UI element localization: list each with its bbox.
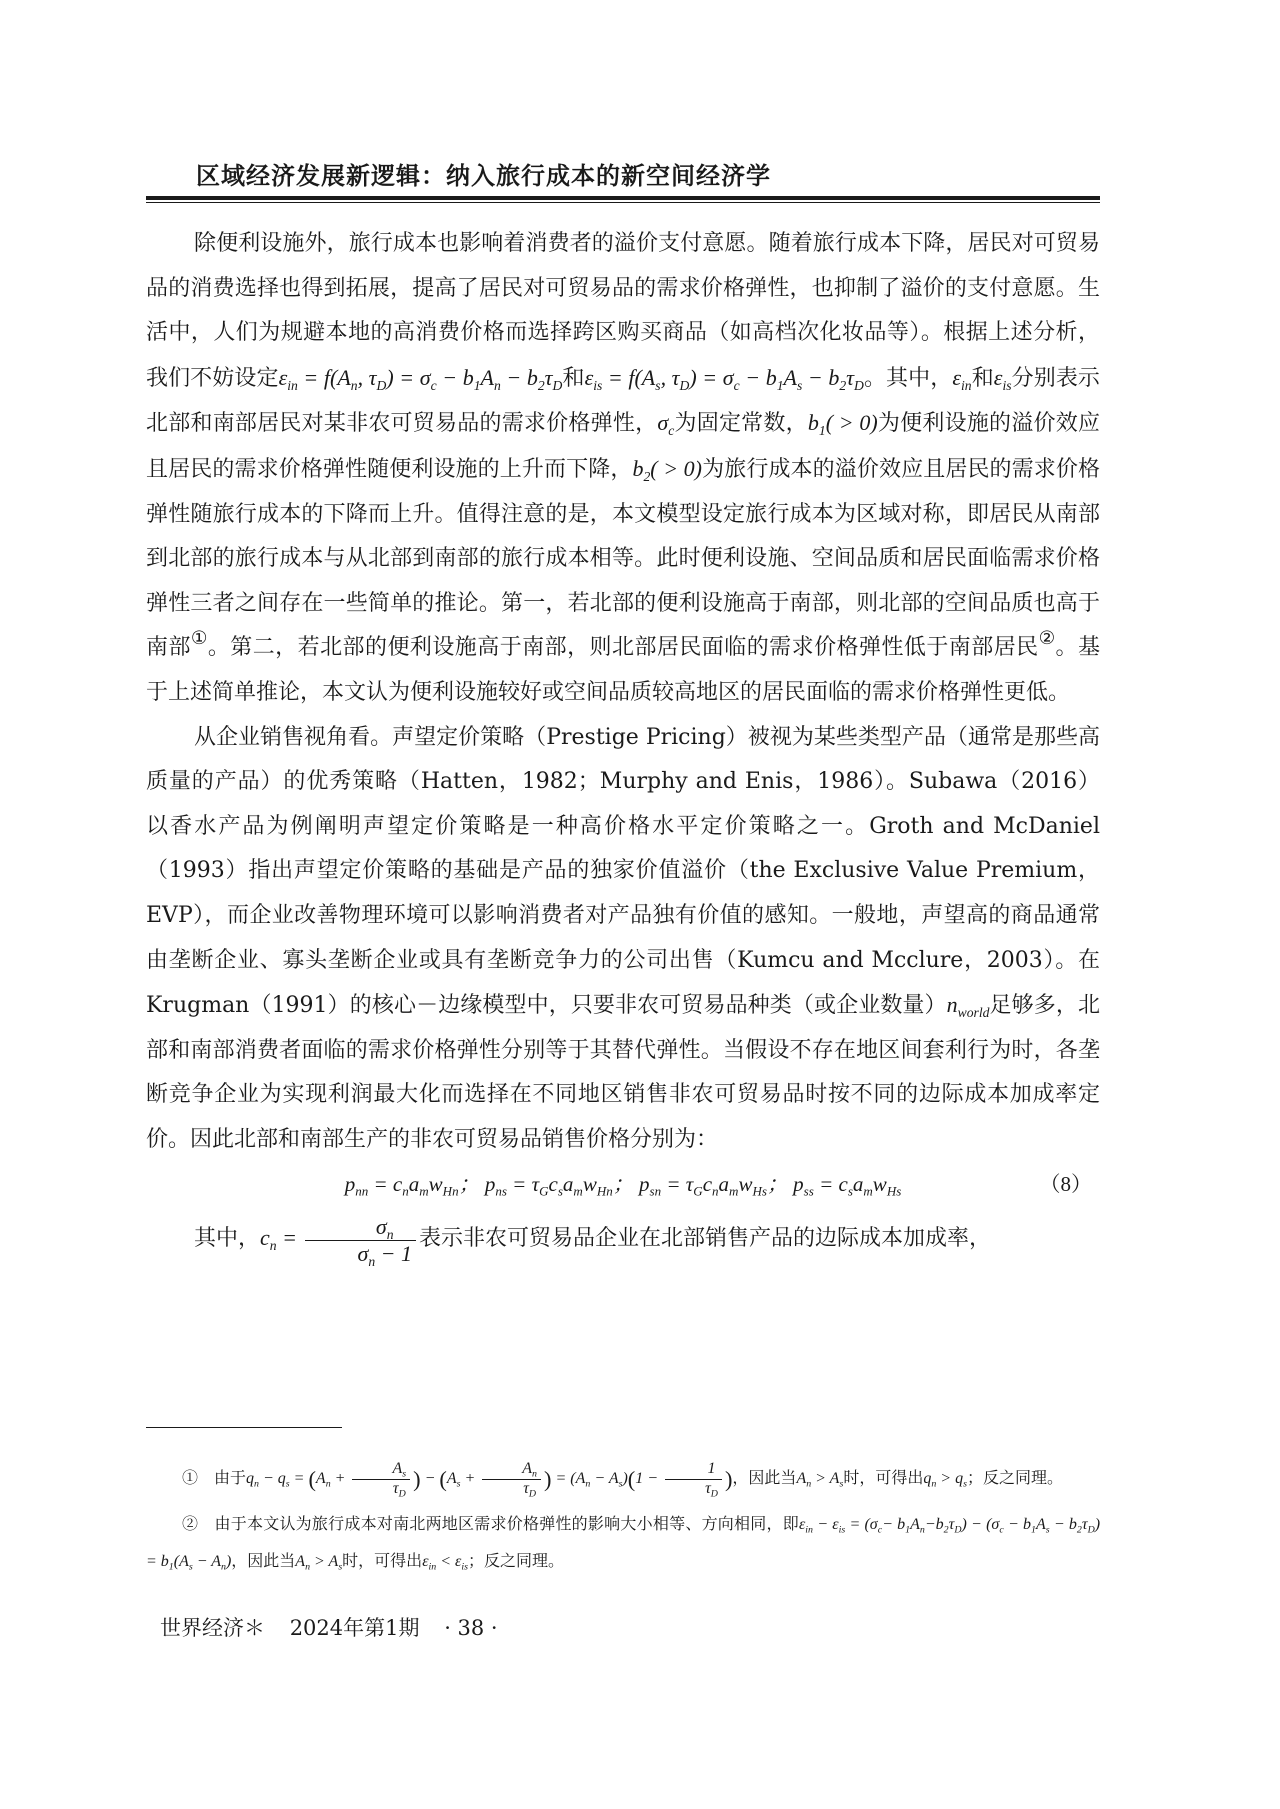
footnote-2-marker: ②: [182, 1514, 199, 1534]
fn1-result: $q_n > q_s$: [923, 1470, 967, 1490]
paragraph-1: [146, 222, 1100, 716]
header-rule-thick: [146, 196, 1100, 200]
page-number: · 38 ·: [444, 1616, 498, 1640]
footnote-1-marker: ①: [182, 1468, 199, 1487]
fn2-text-d: ；反之同理。: [467, 1551, 564, 1571]
fn2-text-c: 时，可得出: [342, 1551, 423, 1571]
symbol-eps-is: $\varepsilon_{is}$: [993, 364, 1012, 393]
symbol-b2: $b_2( > 0)$: [632, 455, 702, 484]
fn1-formula: $q_n - q_s = (A_n$ + $\frac{A_s}{\tau_D}$ ) − ($A_s$ + $\frac{A_n}{\tau_D}$ ) = $(A_n - A_s)(1$ − $\frac{1}{\tau_D}$ ): [246, 1460, 733, 1500]
symbol-sigma-c: $\sigma_c$: [657, 410, 675, 439]
p1-text-j: 。基于上述简单推论，本文认为便利设施较好或空间品质较高地区的居民面临的需求价格弹性更低。: [146, 635, 1100, 705]
running-title: 区域经济发展新逻辑：纳入旅行成本的新空间经济学: [196, 162, 771, 190]
p1-text-c: 。其中，: [863, 365, 953, 391]
p1-text-d: 和: [971, 365, 994, 391]
p3-text-a: 其中，: [194, 1226, 261, 1252]
formula-eps-is: $\varepsilon_{is} = f(A_s$, $\tau_D) = \sigma_c - b_1A_s - b_2\tau_D$: [584, 364, 864, 393]
fn1-text-a: 由于: [214, 1468, 247, 1487]
footnote-ref-2[interactable]: ②: [1038, 628, 1056, 650]
paragraph-2: [146, 716, 1100, 1163]
page-footer: [160, 1612, 516, 1642]
fn1-text-d: ；反之同理。: [966, 1468, 1063, 1487]
fn2-formula: $\varepsilon_{in} - \varepsilon_{is} = (\sigma_c- b_1A_n-b_2\tau_D) - (\sigma_c - b_1A_s - b_2\tau_D) = b_1(A_s - A_n)$: [146, 1516, 1101, 1573]
p1-text-f: 为固定常数，: [674, 411, 808, 437]
fn2-text-b: ，因此当: [231, 1551, 296, 1571]
formula-eps-in: $\varepsilon_{in} = f(A_n$, $\tau_D) = \sigma_c - b_1A_n - b_2\tau_D$: [278, 364, 563, 393]
p2-text-a: 从企业销售视角看。声望定价策略（Prestige Pricing）被视为某些类型产品（通常是那些高质量的产品）的优秀策略（Hatten，1982；Murphy and Enis，1986）。Subawa（2016）以香水产品为例阐明声望定价策略是一种高价格水平定价策略之一。Groth and McDaniel（1993）指出声望定价策略的基础是产品的独家价值溢价（the Exclusive Value Premium，EVP），而企业改善物理环境可以影响消费者对产品独有价值的感知。一般地，声望高的商品通常由垄断企业、寡头垄断企业或具有垄断竞争力的公司出售（Kumcu and Mcclure，2003）。在 Krugman（1991）的核心－边缘模型中，只要非农可贸易品种类（或企业数量）: [146, 724, 1100, 1019]
footnote-rule: [146, 1427, 342, 1428]
p1-text-g: 为便利设施的溢价效应且居民的需求价格弹性随便利设施的上升而下降，: [146, 411, 1100, 482]
fn2-result: $\varepsilon_{in} < \varepsilon_{is}$: [422, 1553, 468, 1573]
issue-label: 2024年第1期: [289, 1616, 420, 1640]
body-text: [146, 222, 1100, 1269]
p3-text-b: 表示非农可贸易品企业在北部销售产品的边际成本加成率，: [418, 1226, 991, 1252]
p1-text-b: 和: [562, 365, 585, 391]
p1-text-h: 为旅行成本的溢价效应且居民的需求价格弹性随旅行成本的下降而上升。值得注意的是，本文模型设定旅行成本为区域对称，即居民从南部到北部的旅行成本与从北部到南部的旅行成本相等。此时便利设施、空间品质和居民面临需求价格弹性三者之间存在一些简单的推论。第一，若北部的便利设施高于南部，则北部的空间品质也高于南部: [146, 456, 1100, 661]
fn1-text-c: 时，可得出: [843, 1468, 924, 1487]
symbol-b1: $b_1( > 0)$: [807, 410, 878, 439]
fn1-text-b: ，因此当: [732, 1468, 797, 1487]
symbol-n-world: $n_{world}$: [946, 992, 990, 1020]
footnotes: [146, 1460, 1100, 1580]
p1-text-a: 除便利设施外，旅行成本也影响着消费者的溢价支付意愿。随着旅行成本下降，居民对可贸易品的消费选择也得到拓展，提高了居民对可贸易品的需求价格弹性，也抑制了溢价的支付意愿。生活中，人们为规避本地的高消费价格而选择跨区购买商品（如高档次化妆品等）。根据上述分析，我们不妨设定: [146, 231, 1100, 391]
p1-text-e: 分别表示北部和南部居民对某非农可贸易品的需求价格弹性，: [146, 365, 1100, 437]
symbol-eps-in: $\varepsilon_{in}$: [952, 364, 972, 393]
footnote-2: [146, 1506, 1100, 1580]
equation-8: [146, 1162, 1100, 1206]
header-rule-thin: [146, 202, 1100, 203]
equation-8-body: $p_{nn} = c_na_mw_{Hn}$； $p_{ns} = \tau_Gc_sa_mw_{Hn}$； $p_{sn} = \tau_Gc_na_mw_{Hs}$； $p_{ss} = c_sa_mw_{Hs}$: [344, 1172, 902, 1200]
fn1-cond: $A_n > A_s$: [796, 1470, 844, 1490]
fn2-cond: $A_n > A_s$: [295, 1553, 343, 1573]
footnote-1: [146, 1460, 1100, 1498]
journal-name: 世界经济＊: [160, 1616, 265, 1640]
fn2-text-a: 由于本文认为旅行成本对南北两地区需求价格弹性的影响大小相等、方向相同，即: [214, 1514, 799, 1534]
equation-number: （8）: [1039, 1172, 1092, 1197]
formula-cn: $c_n$ = $\frac{\sigma_n}{\sigma_n - 1}$: [260, 1225, 419, 1250]
p1-text-i: 。第二，若北部的便利设施高于南部，则北部居民面临的需求价格弹性低于南部居民: [207, 635, 1039, 661]
p2-text-b: 足够多，北部和南部消费者面临的需求价格弹性分别等于其替代弹性。当假设不存在地区间套利行为时，各垄断竞争企业为实现利润最大化而选择在不同地区销售非农可贸易品时按不同的边际成本加成率定价。因此北部和南部生产的非农可贸易品销售价格分别为：: [146, 993, 1100, 1152]
footnote-ref-1[interactable]: ①: [190, 628, 208, 650]
paragraph-3: [146, 1214, 1100, 1269]
